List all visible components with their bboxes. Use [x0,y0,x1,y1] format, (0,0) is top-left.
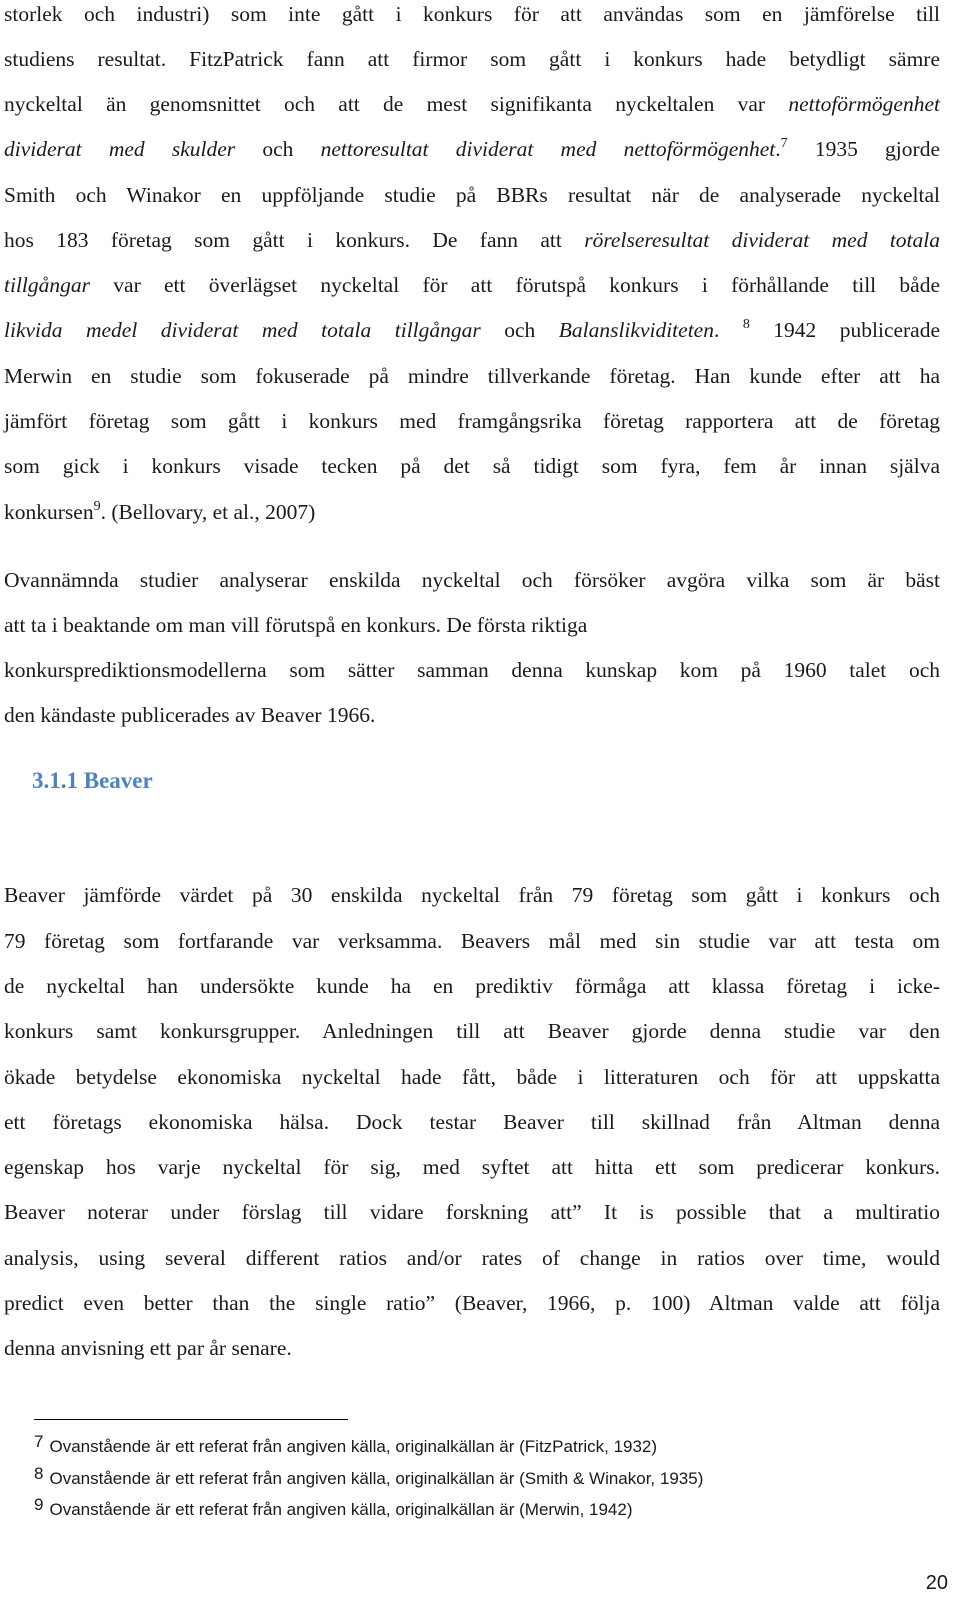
section-heading: 3.1.1 Beaver [32,768,153,793]
body-text-line: konkurs samt konkursgrupper. Anledningen till att Beaver gjorde denna studie var den [4,1019,940,1043]
body-text-line: storlek och industri) som inte gått i konkurs för att användas som en jämförelse till [4,2,940,26]
footnote [34,1495,934,1521]
footnote-number: 8 [34,1464,44,1483]
body-text-line: jämfört företag som gått i konkurs med framgångsrika företag rapportera att de företag [4,409,940,433]
body-text-line: ökade betydelse ekonomiska nyckeltal hade fått, både i litteraturen och för att uppskatta [4,1065,940,1089]
footnote-text: Ovanstående är ett referat från angiven källa, originalkällan är (FitzPatrick, 1932) [49,1437,658,1456]
body-text-line: predict even better than the single ratio” (Beaver, 1966, p. 100) Altman valde att följa [4,1291,940,1315]
body-text-line: hos 183 företag som gått i konkurs. De fann att rörelseresultat dividerat med totala [4,228,941,252]
body-text-line: dividerat med skulder och nettoresultat dividerat med nettoförmögenhet.$^7$ 1935 gjorde [4,136,940,161]
body-text-line: Ovannämnda studier analyserar enskilda nyckeltal och försöker avgöra vilka som är bäst [4,568,940,592]
page-number: 20 [925,1572,948,1594]
body-text-line: denna anvisning ett par år senare. [4,1336,292,1360]
body-text-line: som gick i konkurs visade tecken på det så tidigt som fyra, fem år innan själva [4,454,940,478]
footnote [34,1464,934,1490]
body-text-line: att ta i beaktande om man vill förutspå en konkurs. De första riktiga [4,613,588,637]
body-text-line: konkursprediktionsmodellerna som sätter samman denna kunskap kom på 1960 talet och [4,658,940,682]
body-text-line: analysis, using several different ratios and/or rates of change in ratios over time, would [4,1246,940,1270]
body-text-line: Merwin en studie som fokuserade på mindre tillverkande företag. Han kunde efter att ha [4,364,940,388]
footnote-number: 7 [34,1432,44,1451]
footnote-number: 9 [34,1495,44,1514]
body-text-line: den kändaste publicerades av Beaver 1966. [4,703,376,727]
footnote-reference[interactable]: 7 [780,136,788,151]
body-text-line: Beaver jämförde värdet på 30 enskilda nyckeltal från 79 företag som gått i konkurs och [4,883,940,907]
body-text-line: tillgångar var ett överlägset nyckeltal för att förutspå konkurs i förhållande till både [4,273,940,297]
body-text-line: 79 företag som fortfarande var verksamma. Beavers mål med sin studie var att testa om [4,929,940,953]
footnote [34,1432,934,1458]
body-text-line: Smith och Winakor en uppföljande studie på BBRs resultat när de analyserade nyckeltal [4,183,940,207]
body-text-line: de nyckeltal han undersökte kunde ha en prediktiv förmåga att klassa företag i icke- [4,974,940,998]
body-text-line: nyckeltal än genomsnittet och att de mest signifikanta nyckeltalen var nettoförmögenhet [4,92,940,116]
body-text-line: ett företags ekonomiska hälsa. Dock testar Beaver till skillnad från Altman denna [4,1110,940,1134]
footnote-text: Ovanstående är ett referat från angiven källa, originalkällan är (Merwin, 1942) [49,1500,633,1519]
body-text-line: egenskap hos varje nyckeltal för sig, med syftet att hitta ett som predicerar konkurs. [4,1155,940,1179]
body-text-line: studiens resultat. FitzPatrick fann att firmor som gått i konkurs hade betydligt sämre [4,47,940,71]
footnote-text: Ovanstående är ett referat från angiven källa, originalkällan är (Smith & Winakor, 1935) [49,1469,704,1488]
body-text-line: konkursen$^9$. (Bellovary, et al., 2007) [4,499,316,524]
body-text-line: likvida medel dividerat med totala tillgångar och Balanslikviditeten. $^8$ 1942 publicerade [4,317,941,342]
footnote-reference[interactable]: 8 [742,317,750,332]
footnote-reference[interactable]: 9 [93,499,101,514]
body-text-line: Beaver noterar under förslag till vidare forskning att” It is possible that a multiratio [4,1200,940,1224]
footnote-separator [34,1419,348,1420]
